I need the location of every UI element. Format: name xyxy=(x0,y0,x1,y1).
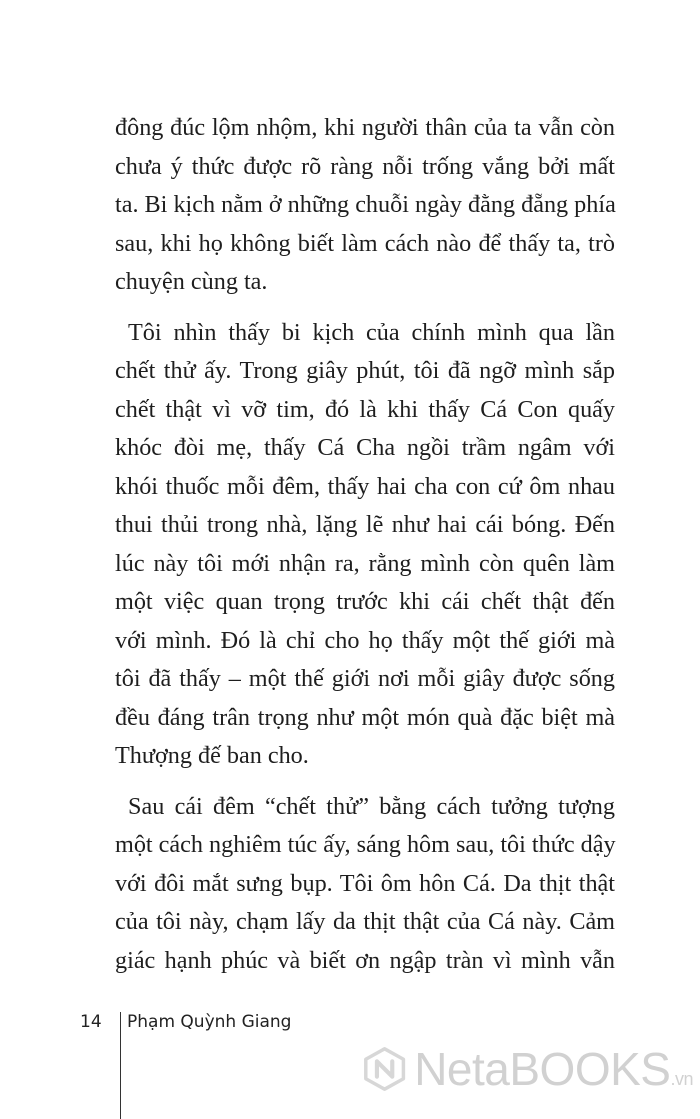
page-body xyxy=(115,109,615,992)
text-line: thui thủi trong nhà, lặng lẽ như hai cái bóng. Đến xyxy=(115,511,615,538)
paragraph-1 xyxy=(115,109,615,302)
watermark-suffix: .vn xyxy=(670,1069,693,1089)
text-line: Thượng đế ban cho. xyxy=(115,742,309,769)
text-line: đều đáng trân trọng như một món quà đặc biệt mà xyxy=(115,703,615,731)
text-line: một việc quan trọng trước khi cái chết thật đến xyxy=(115,588,615,615)
text-line: một cách nghiêm túc ấy, sáng hôm sau, tôi thức dậy xyxy=(115,831,616,858)
text-line: giác hạnh phúc và biết ơn ngập tràn vì mình vẫn xyxy=(115,946,615,974)
text-line: của tôi này, chạm lấy da thịt thật của Cá này. Cảm xyxy=(115,908,615,935)
text-line: Sau cái đêm “chết thử” bằng cách tưởng tượng xyxy=(128,792,615,820)
text-line: đông đúc lộm nhộm, khi người thân của ta vẫn còn xyxy=(115,114,615,141)
author-name: Phạm Quỳnh Giang xyxy=(127,1012,292,1032)
page-number: 14 xyxy=(80,1012,102,1032)
watermark-text xyxy=(414,1042,693,1096)
text-line: khói thuốc mỗi đêm, thấy hai cha con cứ ôm nhau xyxy=(115,472,615,500)
watermark xyxy=(363,1034,693,1104)
text-line: sau, khi họ không biết làm cách nào để thấy ta, trò xyxy=(115,229,615,257)
text-line: với đôi mắt sưng bụp. Tôi ôm hôn Cá. Da thịt thật xyxy=(115,869,615,897)
text-line: ta. Bi kịch nằm ở những chuỗi ngày đằng đẵng phía xyxy=(115,191,616,218)
paragraph-2 xyxy=(115,314,615,776)
page-footer xyxy=(80,1012,291,1032)
text-line: khóc đòi mẹ, thấy Cá Cha ngồi trầm ngâm với xyxy=(115,434,615,461)
text-line: chết thật vì vỡ tim, đó là khi thấy Cá Con quấy xyxy=(115,395,615,423)
text-line: chết thử ấy. Trong giây phút, tôi đã ngỡ mình sắp xyxy=(115,357,615,384)
watermark-brand: NetaBOOKS xyxy=(414,1043,671,1095)
text-line: chưa ý thức được rõ ràng nỗi trống vắng bởi mất xyxy=(115,152,615,180)
footer-divider xyxy=(120,1012,121,1119)
text-line: Tôi nhìn thấy bi kịch của chính mình qua lần xyxy=(128,318,615,346)
n-logo-icon xyxy=(363,1038,406,1100)
paragraph-3 xyxy=(115,788,615,981)
text-line: chuyện cùng ta. xyxy=(115,268,268,295)
text-line: tôi đã thấy – một thế giới nơi mỗi giây được sống xyxy=(115,665,615,692)
text-line: với mình. Đó là chỉ cho họ thấy một thế giới mà xyxy=(115,626,615,654)
text-line: lúc này tôi mới nhận ra, rằng mình còn quên làm xyxy=(115,549,615,577)
